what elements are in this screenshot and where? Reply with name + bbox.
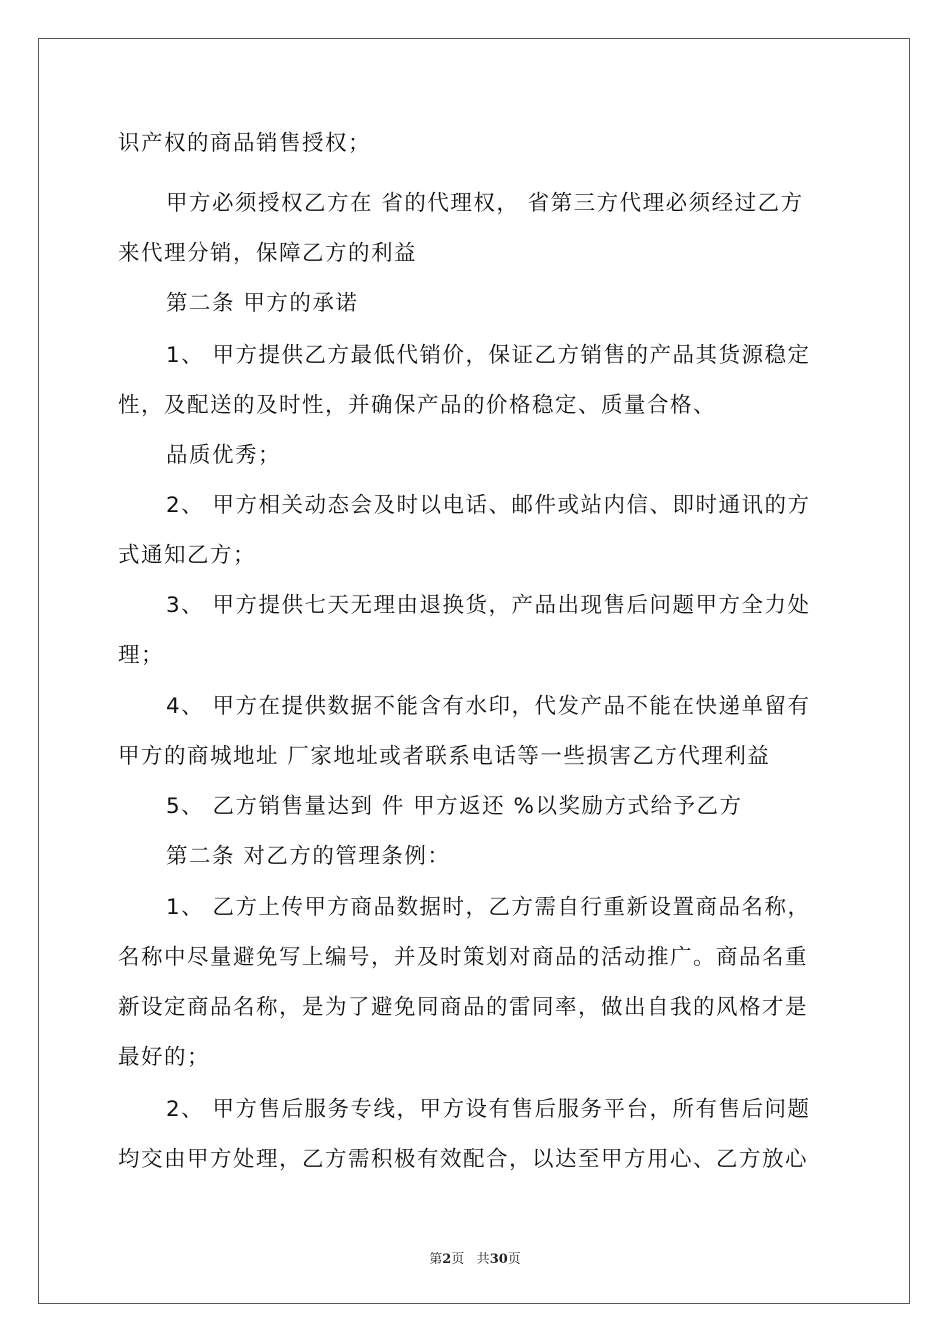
page-number-label: 第2页 xyxy=(429,1252,465,1267)
text-line: 4、 甲方在提供数据不能含有水印，代发产品不能在快递单留有 xyxy=(166,694,811,719)
section-heading: 第二条 对乙方的管理条例： xyxy=(166,844,451,869)
text-line: 性，及配送的及时性，并确保产品的价格稳定、质量合格、 xyxy=(118,393,717,418)
text-line: 新设定商品名称，是为了避免同商品的雷同率，做出自我的风格才是 xyxy=(118,995,809,1020)
text-line: 来代理分销，保障乙方的利益 xyxy=(118,241,418,266)
text-line: 2、 甲方相关动态会及时以电话、邮件或站内信、即时通讯的方 xyxy=(166,493,811,518)
section-heading: 第二条 甲方的承诺 xyxy=(166,291,359,316)
text-line: 甲方的商城地址 厂家地址或者联系电话等一些损害乙方代理利益 xyxy=(118,744,771,769)
text-line: 1、 甲方提供乙方最低代销价，保证乙方销售的产品其货源稳定 xyxy=(166,343,811,368)
text-line: 最好的； xyxy=(118,1045,211,1070)
text-line: 名称中尽量避免写上编号，并及时策划对商品的活动推广。商品名重 xyxy=(118,945,809,970)
text-line: 3、 甲方提供七天无理由退换货，产品出现售后问题甲方全力处 xyxy=(166,593,811,618)
text-line: 品质优秀； xyxy=(166,443,282,468)
total-pages-label: 共30页 xyxy=(476,1252,521,1267)
text-line: 识产权的商品销售授权； xyxy=(118,131,372,156)
text-line: 式通知乙方； xyxy=(118,543,257,568)
text-line: 甲方必须授权乙方在 省的代理权， 省第三方代理必须经过乙方 xyxy=(166,191,804,216)
text-line: 2、 甲方售后服务专线，甲方设有售后服务平台，所有售后问题 xyxy=(166,1097,811,1122)
page-footer xyxy=(0,1248,950,1267)
text-line: 5、 乙方销售量达到 件 甲方返还 %以奖励方式给予乙方 xyxy=(166,794,743,819)
text-line: 均交由甲方处理，乙方需积极有效配合，以达至甲方用心、乙方放心 xyxy=(118,1147,809,1172)
text-line: 1、 乙方上传甲方商品数据时，乙方需自行重新设置商品名称， xyxy=(166,895,811,920)
text-line: 理； xyxy=(118,643,165,668)
